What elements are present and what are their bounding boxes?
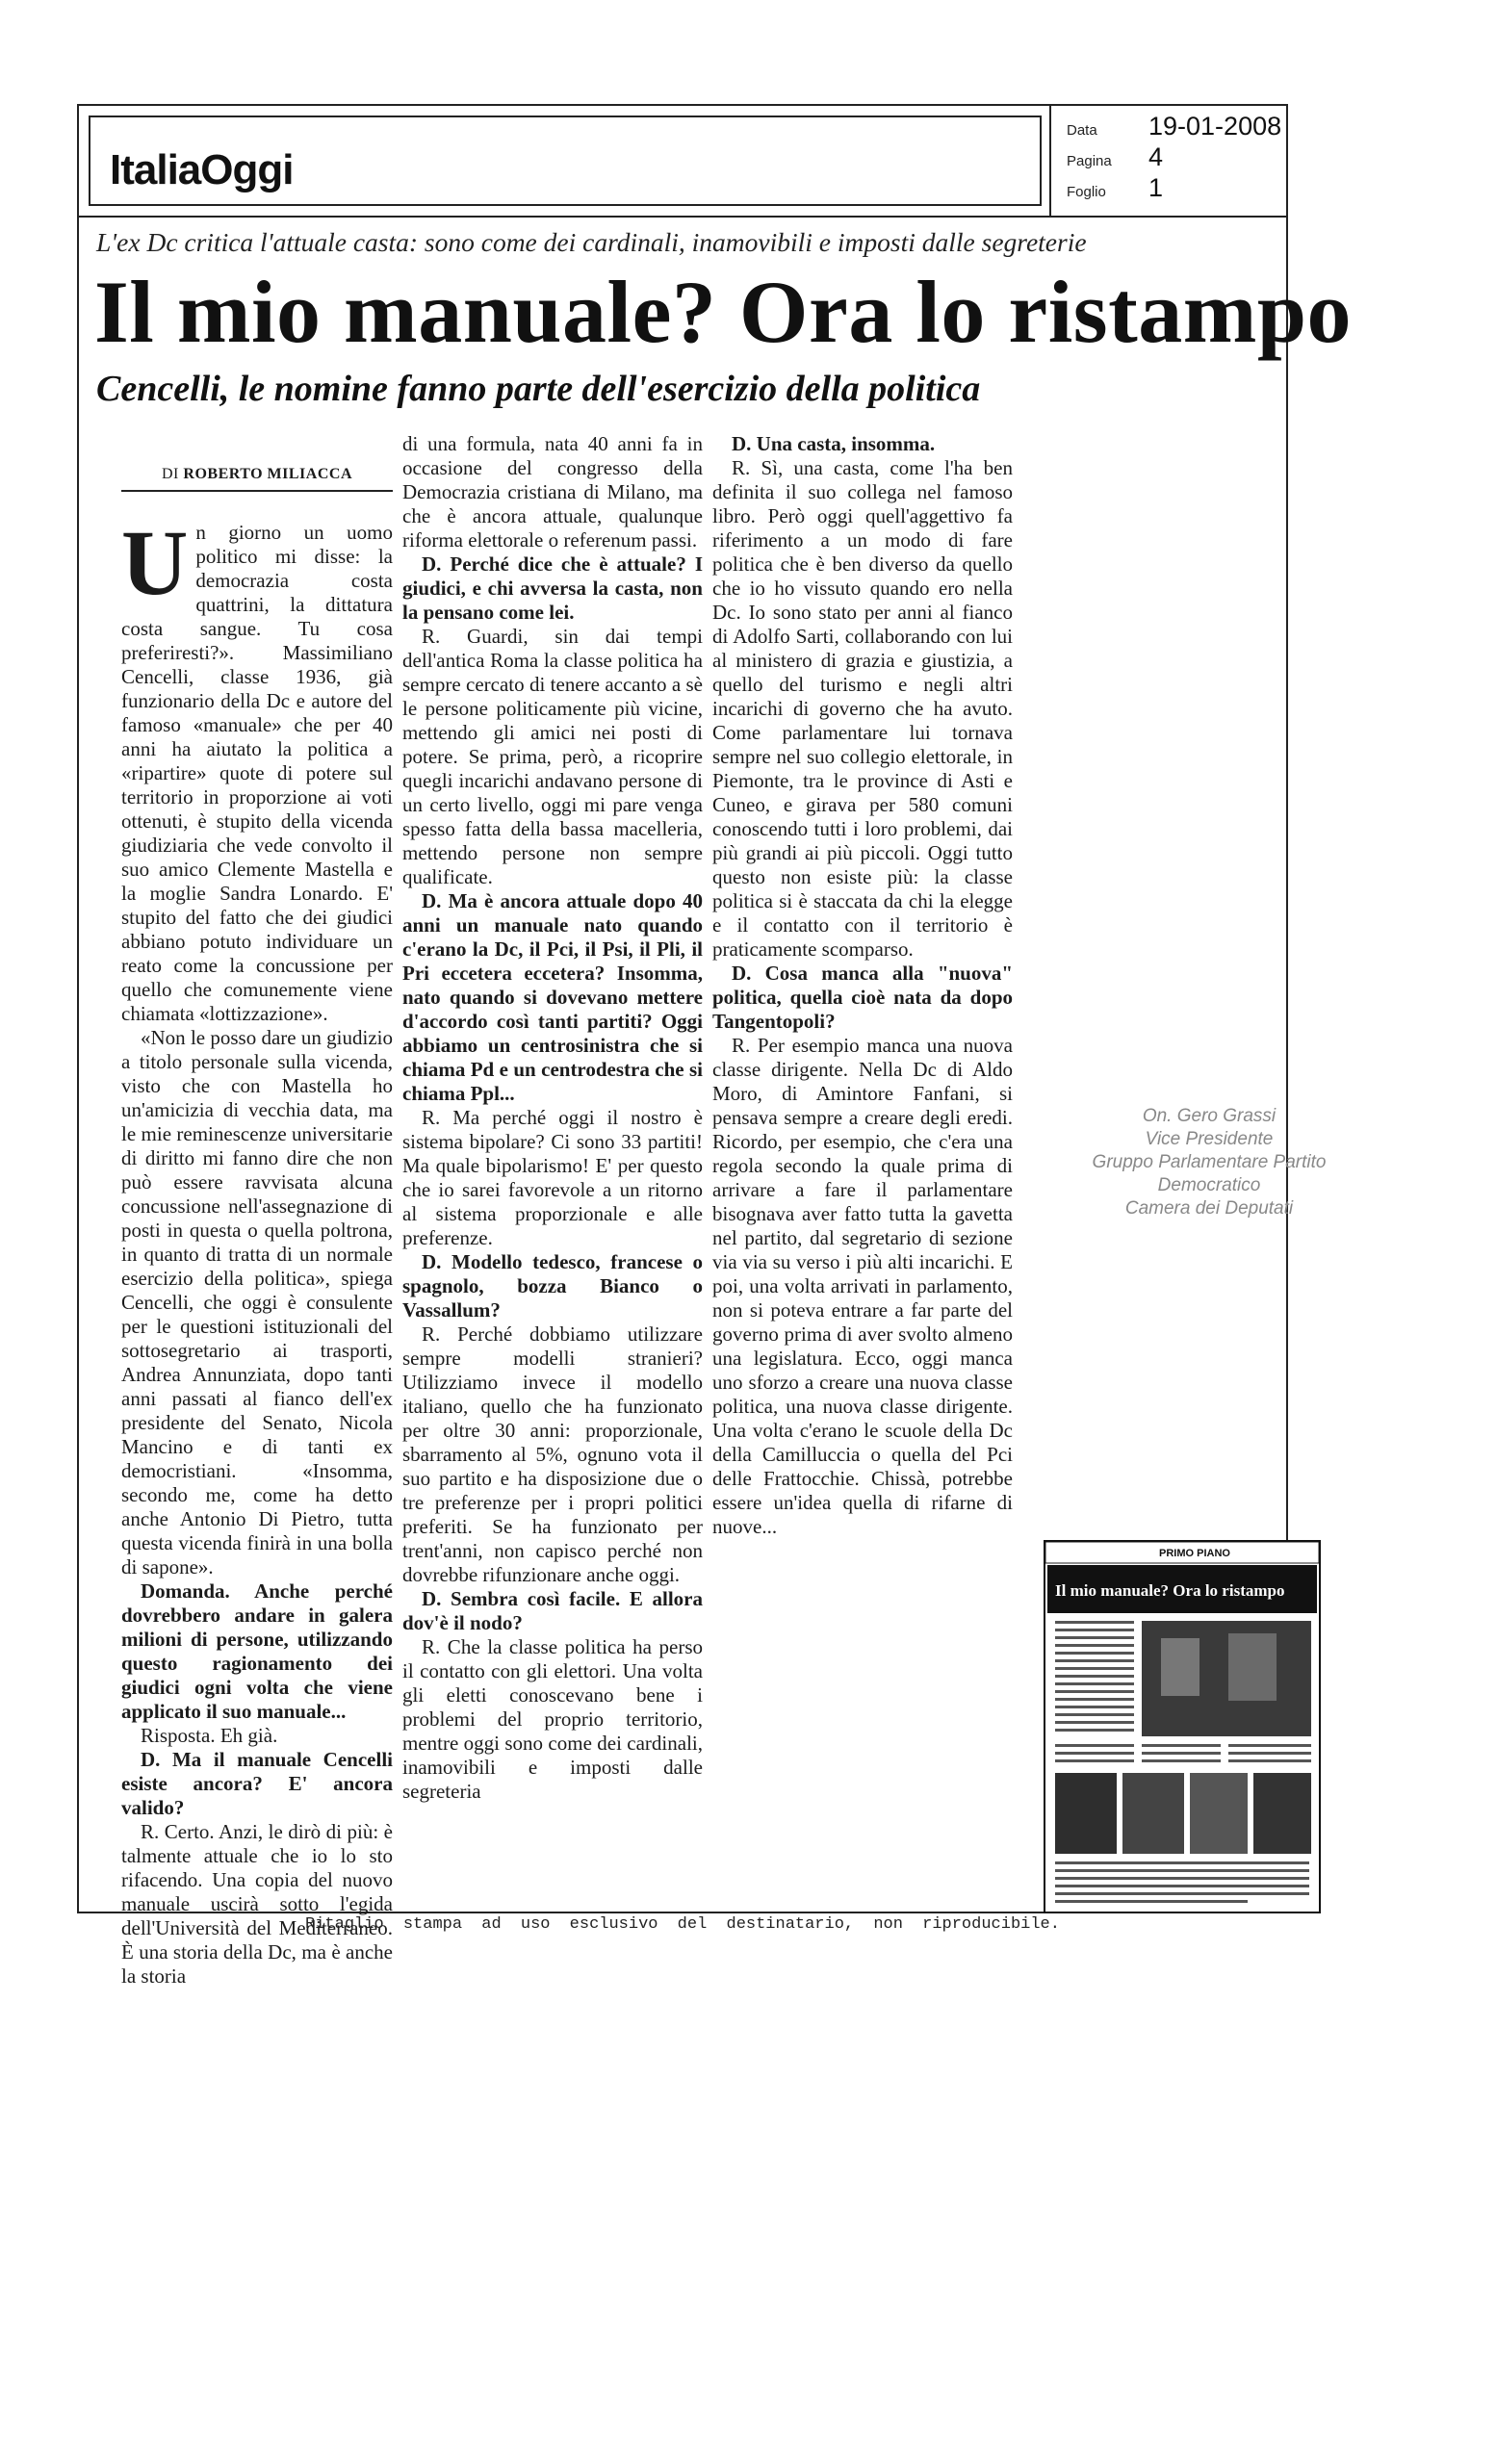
page-thumbnail xyxy=(1044,1540,1321,1913)
answer: R. Certo. Anzi, le dirò di più: è talmente attuale che io lo sto rifacendo. Una copia del nuovo manuale uscirà sotto l'egida dell'Università del Mediterraneo. È una storia della Dc, ma è anche la storia xyxy=(121,1820,393,1988)
signature-stamp xyxy=(1055,1105,1363,1220)
header xyxy=(77,104,1288,218)
signature-name: On. Gero Grassi xyxy=(1142,1106,1277,1126)
meta-sheet: Foglio 1 xyxy=(1067,173,1164,202)
masthead-logo: ItaliaOggi xyxy=(110,146,294,193)
question: D. Ma il manuale Cencelli esiste ancora? E' ancora valido? xyxy=(121,1748,393,1819)
meta-page: Pagina 4 xyxy=(1067,142,1164,171)
answer: R. Ma perché oggi il nostro è sistema bipolare? Ci sono 33 partiti! Ma quale bipolarismo! E' per questo che io sarei favorevole a un ritorno al sistema proporzionale e alle preferenze. xyxy=(402,1106,703,1249)
thumbnail-section: PRIMO PIANO xyxy=(1159,1548,1230,1559)
thumbnail-illustration xyxy=(1045,1542,1319,1912)
question: D. Una casta, insomma. xyxy=(732,432,936,455)
question: D. Cosa manca alla "nuova" politica, quella cioè nata da dopo Tangentopoli? xyxy=(712,962,1013,1033)
answer: R. Perché dobbiamo utilizzare sempre modelli stranieri? Utilizziamo invece il modello italiano, quello che ha funzionato per oltre 30 anni: proporzionale, sbarramento al 5%, ognuno vota il suo partito e ha disposizione due o tre preferenze per i propri politici preferiti. Se ha funzionato per trent'anni, non capisco perché non dovrebbe rifunzionare anche oggi. xyxy=(402,1322,703,1586)
body-paragraph: «Non le posso dare un giudizio a titolo personale sulla vicenda, visto che con Mastella ho un'amicizia di vecchia data, ma le mie reminescenze universitarie di diritto mi fanno dire che non può essere ravvisata alcuna concussione nell'assegnazione di posti in questa o quella poltrona, in quanto di tratta di un normale esercizio della politica», spiega Cencelli, che oggi è consulente per le questioni istituzionali del sottosegretario ai trasporti, Andrea Annunziata, dopo tanti anni passati al fianco dell'ex presidente del Senato, Nicola Mancino e di tanti ex democristiani. «Insomma, secondo me, come ha detto anche Antonio Di Pietro, tutta questa vicenda finirà in una bolla di sapone». xyxy=(121,1026,393,1578)
question: D. Modello tedesco, francese o spagnolo, bozza Bianco o Vassallum? xyxy=(402,1250,703,1322)
question: D. Ma è ancora attuale dopo 40 anni un manuale nato quando c'erano la Dc, il Pci, il Psi, il Pli, il Pri eccetera eccetera? Insomma, nato quando si dovevano mettere d'accordo così tanti partiti? Oggi abbiamo un centrosinistra che si chiama Pd e un centrodestra che si chiama Ppl... xyxy=(402,889,703,1105)
answer: R. Per esempio manca una nuova classe dirigente. Nella Dc di Aldo Moro, di Amintore Fanfani, si pensava sempre a creare degli eredi. Ricordo, per esempio, che c'era una regola secondo la quale prima di arrivare a fare il parlamentare bisognava aver fatto tutta la gavetta nel partito, dal segretario di sezione via via su verso i più alti incarichi. E poi, una volta arrivati in parlamento, non si poteva entrare a far parte del governo prima di aver svolto almeno una legislatura. Ecco, oggi manca uno sforzo a creare una nuova classe politica, una nuova classe dirigente. Una volta c'erano le scuole della Dc della Camilluccia o quella del Pci delle Frattocchie. Chissà, potrebbe essere un'idea quella di rifarne di nuove... xyxy=(712,1034,1013,1538)
thumbnail-title: Il mio manuale? Ora lo ristampo xyxy=(1055,1581,1285,1600)
signature-group: Gruppo Parlamentare Partito Democratico xyxy=(1092,1152,1327,1195)
article-column-1 xyxy=(121,462,393,1989)
question: D. Perché dice che è attuale? I giudici, e chi avversa la casta, non la pensano come lei. xyxy=(402,552,703,624)
article-headline: Il mio manuale? Ora lo ristampo xyxy=(94,263,1353,361)
byline: DI ROBERTO MILIACCA xyxy=(121,462,393,492)
clipping-meta xyxy=(1049,104,1286,216)
dropcap: U xyxy=(121,511,189,614)
article-kicker: L'ex Dc critica l'attuale casta: sono come dei cardinali, inamovibili e imposti dalle segreterie xyxy=(96,227,1087,257)
masthead-box xyxy=(89,116,1042,206)
byline-author: ROBERTO MILIACCA xyxy=(183,466,352,482)
answer: R. Sì, una casta, come l'ha ben definita il suo collega nel famoso libro. Però oggi quell'aggettivo fa riferimento a un modo di fare politica che è ben diverso da quello che io ho vissuto quando ero nella Dc. Io sono stato per anni al fianco di Adolfo Sarti, collaborando con lui al ministero di grazia e giustizia, a quello del turismo e negli altri incarichi di governo che ha avuto. Come parlamentare lui tornava sempre nel suo collegio elettorale, in Piemonte, tra le province di Asti e Cuneo, e girava per 580 comuni conoscendo tutti i loro problemi, dai più grandi ai più piccoli. Oggi tutto questo non esiste più: la classe politica si è staccata da chi la elegge e il contatto con il territorio è praticamente scomparso. xyxy=(712,456,1013,961)
answer: R. Che la classe politica ha perso il contatto con gli elettori. Una volta gli eletti conoscevano bene i problemi del proprio territorio, mentre oggi sono come dei cardinali, inamovibili e imposti dalle segreteria xyxy=(402,1635,703,1803)
body-paragraph: di una formula, nata 40 anni fa in occasione del congresso della Democrazia cristiana di Milano, ma che è ancora attuale, qualunque riforma elettorale o referenum passi. xyxy=(402,432,703,552)
answer: Risposta. Eh già. xyxy=(141,1724,278,1747)
footer-disclaimer: Ritaglio stampa ad uso esclusivo del destinatario, non riproducibile. xyxy=(305,1915,1060,1934)
signature-role: Vice Presidente xyxy=(1145,1129,1274,1149)
article-column-3 xyxy=(712,432,1013,1539)
question: D. Sembra così facile. E allora dov'è il nodo? xyxy=(402,1587,703,1634)
answer: R. Guardi, sin dai tempi dell'antica Roma la classe politica ha sempre cercato di tenere accanto a sè le persone politicamente più vicine, mettendo gli amici nei posti di potere. Se prima, però, a ricoprire quegli incarichi andavano persone di un certo livello, oggi mi pare venga spesso fatta della bassa macelleria, mettendo persone non sempre qualificate. xyxy=(402,625,703,888)
question: Domanda. Anche perché dovrebbero andare in galera milioni di persone, utilizzando questo ragionamento dei giudici ogni volta che viene applicato il suo manuale... xyxy=(121,1579,393,1723)
article-column-2 xyxy=(402,432,703,1804)
lead-paragraph: Un giorno un uomo politico mi disse: la democrazia costa quattrini, la dittatura costa sangue. Tu cosa preferiresti?». Massimiliano Cencelli, classe 1936, già funzionario della Dc e autore del famoso «manuale» che per 40 anni ha aiutato la politica a «ripartire» quote di potere sul territorio in proporzione ai voti ottenuti, è stupito della vicenda giudiziaria che vede convolto il suo amico Clemente Mastella e la moglie Sandra Lonardo. E' stupito del fatto che dei giudici abbiano potuto individuare un reato come la concussione per quello che comunemente viene chiamata «lottizzazione». xyxy=(121,511,393,1025)
meta-date: Data 19-01-2008 xyxy=(1067,112,1282,141)
signature-chamber: Camera dei Deputati xyxy=(1124,1198,1294,1219)
article-subhead: Cencelli, le nomine fanno parte dell'esercizio della politica xyxy=(96,369,981,409)
